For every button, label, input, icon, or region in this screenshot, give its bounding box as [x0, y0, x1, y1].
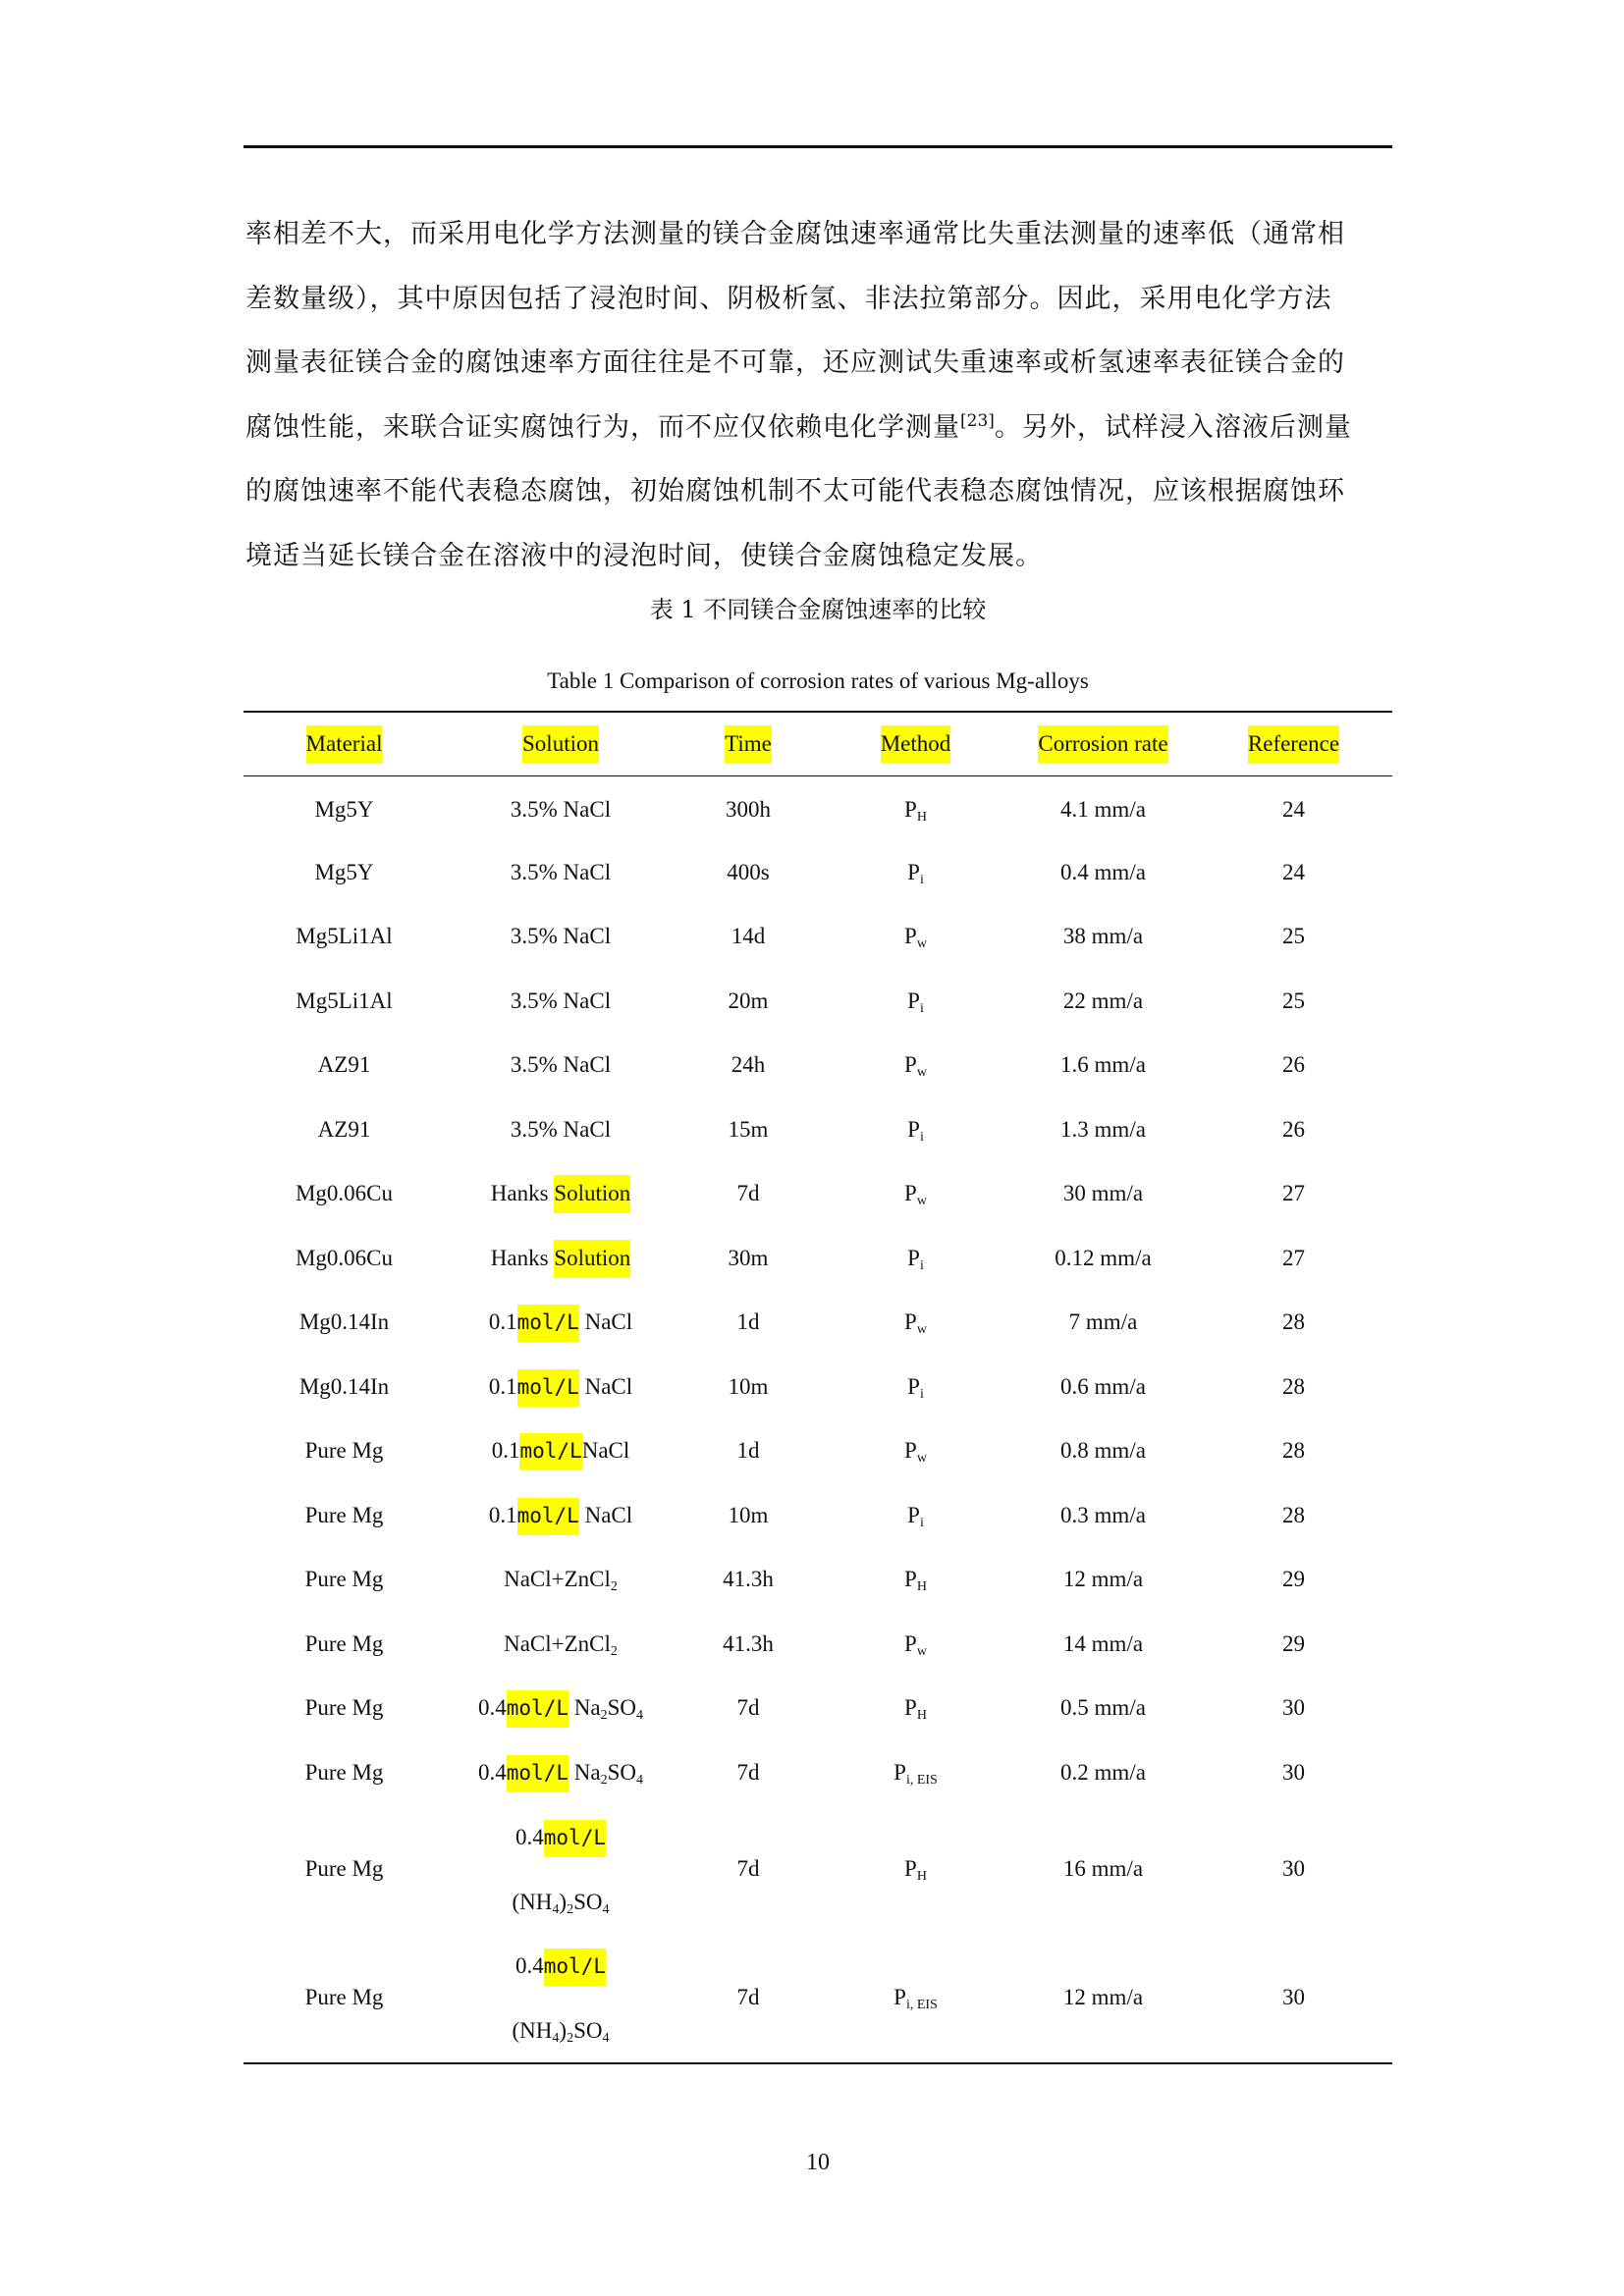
- cell-solution: Hanks Solution: [445, 1226, 677, 1291]
- table-row: [244, 1805, 1392, 1934]
- cell-reference: 27: [1282, 1181, 1305, 1206]
- table-row: [244, 1355, 1392, 1419]
- cell-method: $P_i$: [907, 988, 924, 1016]
- cell-time: 400s: [727, 859, 770, 884]
- cell-method: $P_i$: [907, 1373, 924, 1402]
- cell-rate: 7 mm/a: [1068, 1309, 1138, 1335]
- cell-reference: 30: [1282, 1759, 1305, 1785]
- solution-line-1: 0.4mol/L: [515, 1953, 606, 1978]
- cell-time: 15m: [728, 1116, 769, 1142]
- cell-reference: 28: [1282, 1502, 1305, 1527]
- cell-rate: 12 mm/a: [1062, 1567, 1144, 1592]
- table-row: [244, 1483, 1392, 1548]
- cell-material: Mg0.06Cu: [295, 1181, 394, 1206]
- table-row: [244, 1291, 1392, 1356]
- cell-time: 10m: [728, 1373, 769, 1399]
- table-caption-en: Table 1 Comparison of corrosion rates of various Mg-alloys: [547, 668, 1089, 693]
- table-header-row: [244, 713, 1392, 776]
- cell-reference: 28: [1282, 1438, 1305, 1464]
- cell-rate: 4.1 mm/a: [1060, 796, 1146, 822]
- cell-material: Pure Mg: [304, 1695, 384, 1721]
- cell-material: Mg5Li1Al: [296, 988, 393, 1013]
- table-row: [244, 969, 1392, 1034]
- cell-solution: 0.1mol/L NaCl: [445, 1483, 677, 1548]
- cell-solution: 3.5% NaCl: [510, 1116, 612, 1142]
- cell-material: Pure Mg: [304, 1630, 384, 1656]
- body-line: 境适当延长镁合金在溶液中的浸泡时间，使镁合金腐蚀稳定发展。: [245, 540, 1043, 571]
- cell-material: Pure Mg: [304, 1567, 384, 1592]
- table-row: [244, 1419, 1392, 1484]
- cell-method: $P_{i, EIS}$: [893, 1985, 938, 2012]
- cell-rate: 12 mm/a: [1062, 1985, 1144, 2009]
- cell-material: Mg0.14In: [298, 1373, 390, 1399]
- table-row: [244, 905, 1392, 970]
- cell-reference: 25: [1282, 988, 1305, 1013]
- cell-rate: 0.5 mm/a: [1060, 1695, 1146, 1721]
- cell-method: $P_i$: [907, 859, 924, 887]
- solution-line-2: $(NH_4)_2SO_4$: [512, 2017, 610, 2046]
- body-text-segment: 。另外，试样浸入溶液后测量: [994, 411, 1352, 443]
- cell-material: Pure Mg: [304, 1856, 384, 1881]
- cell-material: Mg5Y: [314, 796, 374, 822]
- body-text-segment: 腐蚀性能，来联合证实腐蚀行为，而不应仅依赖电化学测量: [245, 411, 960, 443]
- cell-solution: 0.4mol/L $Na_2SO_4$: [445, 1677, 677, 1741]
- page-number: 10: [806, 2150, 830, 2175]
- cell-method: $P_w$: [904, 1181, 927, 1209]
- cell-method: $P_H$: [904, 1567, 927, 1595]
- cell-rate: 1.3 mm/a: [1060, 1116, 1146, 1142]
- cell-time: 7d: [736, 1985, 760, 2009]
- table-row: [244, 1226, 1392, 1291]
- cell-material: AZ91: [317, 1116, 371, 1142]
- cell-time: 41.3h: [723, 1630, 774, 1656]
- solution-line-1: 0.4mol/L: [515, 1825, 606, 1849]
- cell-rate: 16 mm/a: [1062, 1856, 1144, 1881]
- table-row: [244, 1612, 1392, 1677]
- cell-rate: 14 mm/a: [1062, 1630, 1144, 1656]
- cell-method: $P_w$: [904, 924, 927, 952]
- cell-time: 30m: [728, 1245, 769, 1270]
- cell-reference: 27: [1282, 1245, 1305, 1270]
- cell-reference: 30: [1282, 1985, 1305, 2009]
- cell-reference: 28: [1282, 1373, 1305, 1399]
- table-caption-zh: 表 1 不同镁合金腐蚀速率的比较: [649, 596, 987, 623]
- body-paragraph: [245, 202, 1390, 588]
- header-material: Material: [244, 713, 445, 776]
- cell-material: Pure Mg: [304, 1985, 384, 2009]
- cell-solution: 3.5% NaCl: [510, 1052, 612, 1078]
- header-reference: Reference: [1195, 713, 1392, 776]
- cell-time: 300h: [726, 796, 771, 822]
- table-row: [244, 1034, 1392, 1098]
- cell-material: AZ91: [317, 1052, 371, 1078]
- cell-time: 1d: [736, 1309, 760, 1335]
- cell-rate: 0.3 mm/a: [1060, 1502, 1146, 1527]
- table-row: [244, 776, 1392, 841]
- cell-reference: 30: [1282, 1695, 1305, 1721]
- cell-method: $P_w$: [904, 1052, 927, 1081]
- cell-reference: 29: [1282, 1567, 1305, 1592]
- cell-method: $P_w$: [904, 1309, 927, 1338]
- cell-time: 10m: [728, 1502, 769, 1527]
- cell-reference: 24: [1282, 796, 1305, 822]
- cell-solution: 0.1mol/LNaCl: [445, 1419, 677, 1484]
- cell-time: 7d: [736, 1181, 760, 1206]
- cell-rate: 0.8 mm/a: [1060, 1438, 1146, 1464]
- header-solution: Solution: [445, 713, 677, 776]
- citation-23: [23]: [960, 410, 995, 431]
- cell-material: Mg0.06Cu: [295, 1245, 394, 1270]
- cell-method: $P_{i, EIS}$: [893, 1759, 938, 1788]
- cell-reference: 26: [1282, 1116, 1305, 1142]
- cell-rate: 30 mm/a: [1062, 1181, 1144, 1206]
- cell-method: $P_i$: [907, 1245, 924, 1273]
- cell-time: 20m: [728, 988, 769, 1013]
- body-line: [245, 396, 1390, 460]
- cell-solution: 0.1mol/L NaCl: [445, 1355, 677, 1419]
- cell-rate: 22 mm/a: [1062, 988, 1144, 1013]
- cell-solution: [445, 1934, 677, 2062]
- cell-reference: 25: [1282, 924, 1305, 949]
- cell-reference: 30: [1282, 1856, 1305, 1881]
- cell-time: 14d: [731, 924, 766, 949]
- cell-method: $P_w$: [904, 1630, 927, 1659]
- cell-solution: 3.5% NaCl: [510, 796, 612, 822]
- cell-reference: 28: [1282, 1309, 1305, 1335]
- cell-time: 41.3h: [723, 1567, 774, 1592]
- table-row: [244, 1677, 1392, 1741]
- table-row: [244, 840, 1392, 905]
- table-row: [244, 1934, 1392, 2062]
- cell-time: 24h: [731, 1052, 766, 1078]
- cell-material: Mg5Y: [314, 859, 374, 884]
- cell-solution: Hanks Solution: [445, 1162, 677, 1227]
- cell-rate: 0.2 mm/a: [1060, 1759, 1146, 1785]
- cell-solution: 0.4mol/L $Na_2SO_4$: [445, 1740, 677, 1805]
- cell-method: $P_w$: [904, 1438, 927, 1467]
- body-line: 差数量级），其中原因包括了浸泡时间、阴极析氢、非法拉第部分。因此，采用电化学方法: [245, 283, 1332, 314]
- cell-reference: 24: [1282, 859, 1305, 884]
- cell-solution: 3.5% NaCl: [510, 988, 612, 1013]
- cell-solution: NaCl+ZnCl$_2$: [504, 1567, 618, 1595]
- cell-method: $P_i$: [907, 1502, 924, 1530]
- cell-rate: 38 mm/a: [1062, 924, 1144, 949]
- cell-method: $P_H$: [904, 1695, 927, 1724]
- corrosion-table: [244, 711, 1392, 2064]
- cell-time: 7d: [736, 1759, 760, 1785]
- table-row: [244, 1097, 1392, 1162]
- table-row: [244, 1162, 1392, 1227]
- cell-solution: 3.5% NaCl: [510, 924, 612, 949]
- cell-method: $P_H$: [904, 796, 927, 825]
- cell-time: 7d: [736, 1695, 760, 1721]
- header-time: Time: [677, 713, 820, 776]
- cell-rate: 0.12 mm/a: [1055, 1245, 1152, 1270]
- cell-solution: [445, 1805, 677, 1934]
- cell-solution: NaCl+ZnCl$_2$: [504, 1630, 618, 1659]
- cell-time: 7d: [736, 1856, 760, 1881]
- body-line: 测量表征镁合金的腐蚀速率方面往往是不可靠，还应测试失重速率或析氢速率表征镁合金的: [245, 347, 1345, 378]
- table-row: [244, 1548, 1392, 1613]
- cell-solution: 0.1mol/L NaCl: [445, 1291, 677, 1356]
- cell-material: Pure Mg: [304, 1759, 384, 1785]
- cell-rate: 0.4 mm/a: [1060, 859, 1146, 884]
- cell-reference: 26: [1282, 1052, 1305, 1078]
- cell-method: $P_H$: [904, 1856, 927, 1884]
- table-row: [244, 1740, 1392, 1805]
- body-line: 率相差不大，而采用电化学方法测量的镁合金腐蚀速率通常比失重法测量的速率低（通常相: [245, 219, 1345, 249]
- cell-material: Mg5Li1Al: [296, 924, 393, 949]
- cell-time: 1d: [736, 1438, 760, 1464]
- header-corrosion-rate: Corrosion rate: [1011, 713, 1195, 776]
- cell-material: Pure Mg: [304, 1502, 384, 1527]
- header-method: Method: [820, 713, 1011, 776]
- cell-material: Mg0.14In: [298, 1309, 390, 1335]
- cell-reference: 29: [1282, 1630, 1305, 1656]
- cell-rate: 0.6 mm/a: [1060, 1373, 1146, 1399]
- cell-method: $P_i$: [907, 1116, 924, 1145]
- body-line: 的腐蚀速率不能代表稳态腐蚀，初始腐蚀机制不太可能代表稳态腐蚀情况，应该根据腐蚀环: [245, 476, 1345, 507]
- cell-material: Pure Mg: [304, 1438, 384, 1464]
- header-rule: [244, 145, 1392, 148]
- cell-rate: 1.6 mm/a: [1060, 1052, 1146, 1078]
- solution-line-2: $(NH_4)_2SO_4$: [512, 1889, 610, 1917]
- cell-solution: 3.5% NaCl: [510, 859, 612, 884]
